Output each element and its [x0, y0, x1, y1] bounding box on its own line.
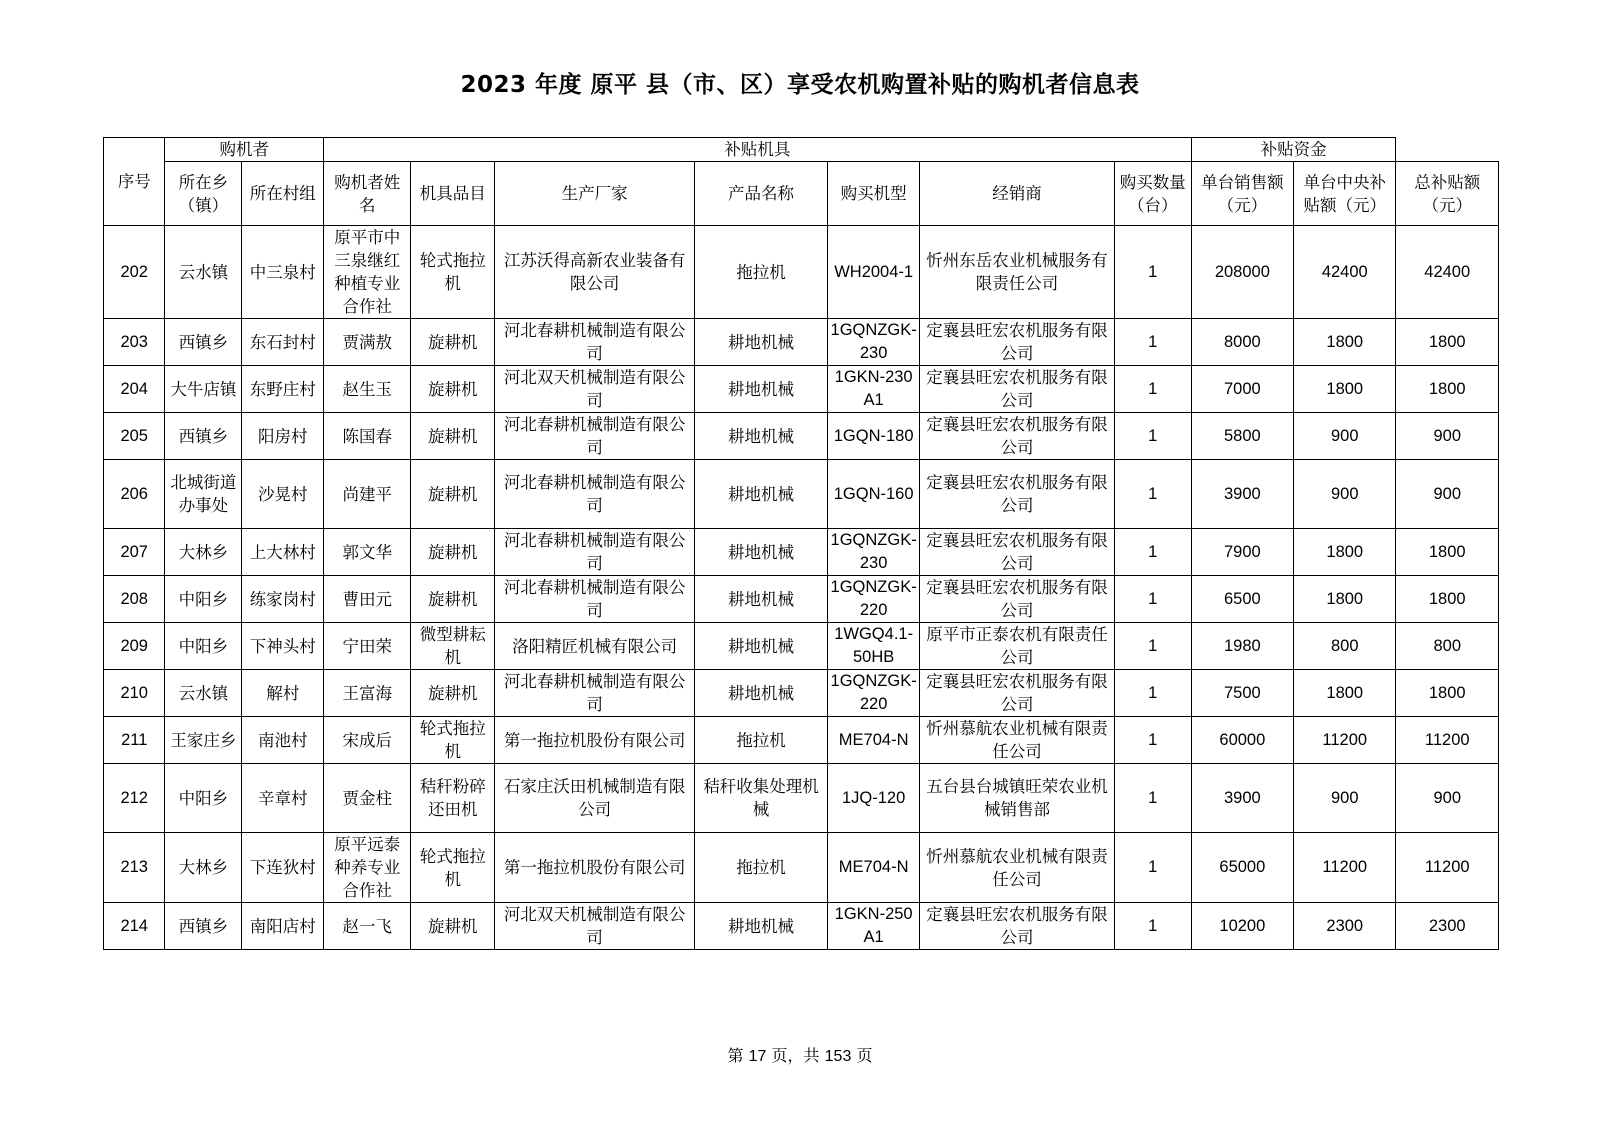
cell-model: 1JQ-120 — [828, 764, 920, 833]
cell-total: 900 — [1396, 764, 1499, 833]
cell-category: 旋耕机 — [411, 670, 495, 717]
cell-dealer: 忻州慕航农业机械有限责任公司 — [920, 717, 1115, 764]
header-dealer: 经销商 — [920, 162, 1115, 226]
cell-village: 下连狄村 — [242, 833, 324, 903]
cell-qty: 1 — [1114, 413, 1191, 460]
cell-maker: 洛阳精匠机械有限公司 — [495, 623, 695, 670]
cell-qty: 1 — [1114, 764, 1191, 833]
table-row — [104, 529, 1499, 576]
cell-town: 西镇乡 — [165, 903, 242, 950]
cell-village: 中三泉村 — [242, 226, 324, 319]
table-row — [104, 366, 1499, 413]
table-row — [104, 460, 1499, 529]
cell-maker: 第一拖拉机股份有限公司 — [495, 833, 695, 903]
cell-dealer: 定襄县旺宏农机服务有限公司 — [920, 670, 1115, 717]
header-group-machine: 补贴机具 — [324, 138, 1191, 162]
cell-qty: 1 — [1114, 903, 1191, 950]
cell-total: 900 — [1396, 460, 1499, 529]
cell-product: 耕地机械 — [694, 576, 827, 623]
cell-category: 旋耕机 — [411, 529, 495, 576]
cell-seq: 204 — [104, 366, 165, 413]
cell-town: 中阳乡 — [165, 576, 242, 623]
cell-maker: 河北双天机械制造有限公司 — [495, 903, 695, 950]
cell-price: 60000 — [1191, 717, 1293, 764]
cell-maker: 河北春耕机械制造有限公司 — [495, 460, 695, 529]
cell-name: 赵生玉 — [324, 366, 411, 413]
cell-seq: 205 — [104, 413, 165, 460]
cell-category: 轮式拖拉机 — [411, 226, 495, 319]
header-model: 购买机型 — [828, 162, 920, 226]
buyer-info-table — [103, 137, 1499, 950]
cell-dealer: 定襄县旺宏农机服务有限公司 — [920, 460, 1115, 529]
cell-total: 1800 — [1396, 529, 1499, 576]
footer-suffix: 页 — [856, 1046, 873, 1065]
cell-village: 南阳店村 — [242, 903, 324, 950]
cell-town: 大林乡 — [165, 833, 242, 903]
cell-seq: 211 — [104, 717, 165, 764]
cell-model: 1GQNZGK-230 — [828, 319, 920, 366]
cell-dealer: 定襄县旺宏农机服务有限公司 — [920, 413, 1115, 460]
cell-total: 1800 — [1396, 366, 1499, 413]
cell-qty: 1 — [1114, 670, 1191, 717]
cell-village: 南池村 — [242, 717, 324, 764]
cell-seq: 207 — [104, 529, 165, 576]
cell-maker: 河北春耕机械制造有限公司 — [495, 529, 695, 576]
cell-dealer: 定襄县旺宏农机服务有限公司 — [920, 366, 1115, 413]
cell-seq: 212 — [104, 764, 165, 833]
cell-price: 208000 — [1191, 226, 1293, 319]
cell-category: 轮式拖拉机 — [411, 717, 495, 764]
cell-maker: 第一拖拉机股份有限公司 — [495, 717, 695, 764]
cell-name: 王富海 — [324, 670, 411, 717]
table-row — [104, 717, 1499, 764]
cell-dealer: 忻州慕航农业机械有限责任公司 — [920, 833, 1115, 903]
cell-qty: 1 — [1114, 529, 1191, 576]
cell-central: 1800 — [1294, 576, 1396, 623]
cell-village: 阳房村 — [242, 413, 324, 460]
cell-maker: 江苏沃得高新农业装备有限公司 — [495, 226, 695, 319]
cell-product: 拖拉机 — [694, 226, 827, 319]
cell-qty: 1 — [1114, 623, 1191, 670]
cell-dealer: 定襄县旺宏农机服务有限公司 — [920, 903, 1115, 950]
table-row — [104, 319, 1499, 366]
cell-price: 7900 — [1191, 529, 1293, 576]
table-row — [104, 764, 1499, 833]
cell-category: 旋耕机 — [411, 460, 495, 529]
table-row — [104, 623, 1499, 670]
cell-total: 11200 — [1396, 833, 1499, 903]
cell-model: 1GKN-230A1 — [828, 366, 920, 413]
cell-dealer: 原平市正泰农机有限责任公司 — [920, 623, 1115, 670]
cell-dealer: 定襄县旺宏农机服务有限公司 — [920, 576, 1115, 623]
cell-name: 原平远泰种养专业合作社 — [324, 833, 411, 903]
cell-town: 西镇乡 — [165, 413, 242, 460]
cell-name: 陈国春 — [324, 413, 411, 460]
cell-maker: 河北双天机械制造有限公司 — [495, 366, 695, 413]
cell-dealer: 定襄县旺宏农机服务有限公司 — [920, 529, 1115, 576]
cell-total: 1800 — [1396, 576, 1499, 623]
cell-dealer: 忻州东岳农业机械服务有限责任公司 — [920, 226, 1115, 319]
footer-mid: 页，共 — [771, 1046, 820, 1065]
cell-name: 赵一飞 — [324, 903, 411, 950]
cell-village: 练家岗村 — [242, 576, 324, 623]
cell-model: 1WGQ4.1-50HB — [828, 623, 920, 670]
cell-model: ME704-N — [828, 833, 920, 903]
cell-central: 1800 — [1294, 670, 1396, 717]
table-body — [104, 226, 1499, 950]
header-village: 所在村组 — [242, 162, 324, 226]
cell-maker: 河北春耕机械制造有限公司 — [495, 413, 695, 460]
header-product: 产品名称 — [694, 162, 827, 226]
cell-product: 拖拉机 — [694, 833, 827, 903]
cell-town: 大林乡 — [165, 529, 242, 576]
group-header-row — [104, 138, 1499, 162]
cell-seq: 208 — [104, 576, 165, 623]
cell-town: 中阳乡 — [165, 623, 242, 670]
cell-category: 旋耕机 — [411, 413, 495, 460]
header-group-fund: 补贴资金 — [1191, 138, 1396, 162]
header-central: 单台中央补贴额（元） — [1294, 162, 1396, 226]
cell-name: 尚建平 — [324, 460, 411, 529]
cell-central: 900 — [1294, 413, 1396, 460]
cell-seq: 213 — [104, 833, 165, 903]
cell-town: 云水镇 — [165, 670, 242, 717]
table-row — [104, 226, 1499, 319]
cell-product: 耕地机械 — [694, 460, 827, 529]
page-title: 2023 年度 原平 县（市、区）享受农机购置补贴的购机者信息表 — [460, 72, 1140, 98]
cell-category: 秸秆粉碎还田机 — [411, 764, 495, 833]
cell-product: 耕地机械 — [694, 670, 827, 717]
cell-town: 北城街道办事处 — [165, 460, 242, 529]
table-row — [104, 903, 1499, 950]
cell-total: 11200 — [1396, 717, 1499, 764]
cell-seq: 202 — [104, 226, 165, 319]
cell-seq: 214 — [104, 903, 165, 950]
cell-product: 秸秆收集处理机械 — [694, 764, 827, 833]
cell-village: 东野庄村 — [242, 366, 324, 413]
cell-category: 微型耕耘机 — [411, 623, 495, 670]
table-row — [104, 576, 1499, 623]
cell-qty: 1 — [1114, 717, 1191, 764]
footer-page-number: 17 — [748, 1048, 767, 1065]
cell-name: 贾金柱 — [324, 764, 411, 833]
cell-village: 沙晃村 — [242, 460, 324, 529]
cell-price: 6500 — [1191, 576, 1293, 623]
cell-model: 1GQNZGK-220 — [828, 576, 920, 623]
cell-central: 1800 — [1294, 319, 1396, 366]
cell-name: 郭文华 — [324, 529, 411, 576]
cell-central: 42400 — [1294, 226, 1396, 319]
cell-qty: 1 — [1114, 319, 1191, 366]
cell-product: 耕地机械 — [694, 413, 827, 460]
cell-model: 1GQNZGK-230 — [828, 529, 920, 576]
cell-product: 耕地机械 — [694, 623, 827, 670]
cell-product: 耕地机械 — [694, 319, 827, 366]
cell-central: 1800 — [1294, 366, 1396, 413]
cell-category: 旋耕机 — [411, 366, 495, 413]
cell-central: 11200 — [1294, 833, 1396, 903]
cell-seq: 203 — [104, 319, 165, 366]
cell-category: 旋耕机 — [411, 319, 495, 366]
cell-price: 7500 — [1191, 670, 1293, 717]
header-seq: 序号 — [104, 138, 165, 226]
cell-product: 拖拉机 — [694, 717, 827, 764]
cell-seq: 206 — [104, 460, 165, 529]
cell-total: 1800 — [1396, 319, 1499, 366]
cell-total: 800 — [1396, 623, 1499, 670]
header-name: 购机者姓名 — [324, 162, 411, 226]
cell-price: 3900 — [1191, 764, 1293, 833]
cell-price: 1980 — [1191, 623, 1293, 670]
cell-village: 上大林村 — [242, 529, 324, 576]
cell-price: 8000 — [1191, 319, 1293, 366]
header-category: 机具品目 — [411, 162, 495, 226]
cell-village: 下神头村 — [242, 623, 324, 670]
cell-qty: 1 — [1114, 366, 1191, 413]
cell-maker: 河北春耕机械制造有限公司 — [495, 670, 695, 717]
cell-name: 宁田荣 — [324, 623, 411, 670]
cell-name: 贾满敖 — [324, 319, 411, 366]
header-town: 所在乡（镇） — [165, 162, 242, 226]
cell-model: 1GQNZGK-220 — [828, 670, 920, 717]
cell-name: 原平市中三泉继红种植专业合作社 — [324, 226, 411, 319]
cell-central: 2300 — [1294, 903, 1396, 950]
cell-name: 曹田元 — [324, 576, 411, 623]
cell-seq: 210 — [104, 670, 165, 717]
cell-town: 大牛店镇 — [165, 366, 242, 413]
cell-product: 耕地机械 — [694, 529, 827, 576]
table-row — [104, 670, 1499, 717]
cell-category: 旋耕机 — [411, 576, 495, 623]
table-row — [104, 833, 1499, 903]
cell-price: 65000 — [1191, 833, 1293, 903]
cell-model: 1GQN-180 — [828, 413, 920, 460]
footer-prefix: 第 — [727, 1046, 744, 1065]
cell-village: 辛章村 — [242, 764, 324, 833]
cell-qty: 1 — [1114, 226, 1191, 319]
cell-category: 轮式拖拉机 — [411, 833, 495, 903]
cell-name: 宋成后 — [324, 717, 411, 764]
cell-maker: 河北春耕机械制造有限公司 — [495, 576, 695, 623]
cell-product: 耕地机械 — [694, 903, 827, 950]
cell-town: 云水镇 — [165, 226, 242, 319]
cell-seq: 209 — [104, 623, 165, 670]
cell-model: ME704-N — [828, 717, 920, 764]
cell-total: 900 — [1396, 413, 1499, 460]
header-maker: 生产厂家 — [495, 162, 695, 226]
cell-category: 旋耕机 — [411, 903, 495, 950]
cell-price: 10200 — [1191, 903, 1293, 950]
cell-central: 800 — [1294, 623, 1396, 670]
table-row — [104, 413, 1499, 460]
cell-village: 解村 — [242, 670, 324, 717]
column-header-row — [104, 162, 1499, 226]
cell-price: 7000 — [1191, 366, 1293, 413]
header-group-buyer: 购机者 — [165, 138, 324, 162]
cell-model: 1GQN-160 — [828, 460, 920, 529]
cell-total: 42400 — [1396, 226, 1499, 319]
cell-qty: 1 — [1114, 833, 1191, 903]
cell-model: WH2004-1 — [828, 226, 920, 319]
cell-model: 1GKN-250A1 — [828, 903, 920, 950]
cell-central: 900 — [1294, 460, 1396, 529]
cell-dealer: 五台县台城镇旺荣农业机械销售部 — [920, 764, 1115, 833]
cell-dealer: 定襄县旺宏农机服务有限公司 — [920, 319, 1115, 366]
cell-maker: 石家庄沃田机械制造有限公司 — [495, 764, 695, 833]
header-total: 总补贴额（元） — [1396, 162, 1499, 226]
cell-maker: 河北春耕机械制造有限公司 — [495, 319, 695, 366]
page-footer — [0, 1043, 1600, 1066]
cell-town: 中阳乡 — [165, 764, 242, 833]
cell-town: 王家庄乡 — [165, 717, 242, 764]
cell-village: 东石封村 — [242, 319, 324, 366]
cell-price: 3900 — [1191, 460, 1293, 529]
cell-central: 900 — [1294, 764, 1396, 833]
cell-central: 1800 — [1294, 529, 1396, 576]
header-price: 单台销售额（元） — [1191, 162, 1293, 226]
cell-price: 5800 — [1191, 413, 1293, 460]
header-qty: 购买数量（台） — [1114, 162, 1191, 226]
cell-qty: 1 — [1114, 576, 1191, 623]
cell-central: 11200 — [1294, 717, 1396, 764]
cell-qty: 1 — [1114, 460, 1191, 529]
cell-total: 1800 — [1396, 670, 1499, 717]
cell-town: 西镇乡 — [165, 319, 242, 366]
cell-product: 耕地机械 — [694, 366, 827, 413]
cell-total: 2300 — [1396, 903, 1499, 950]
footer-total-pages: 153 — [824, 1048, 852, 1065]
